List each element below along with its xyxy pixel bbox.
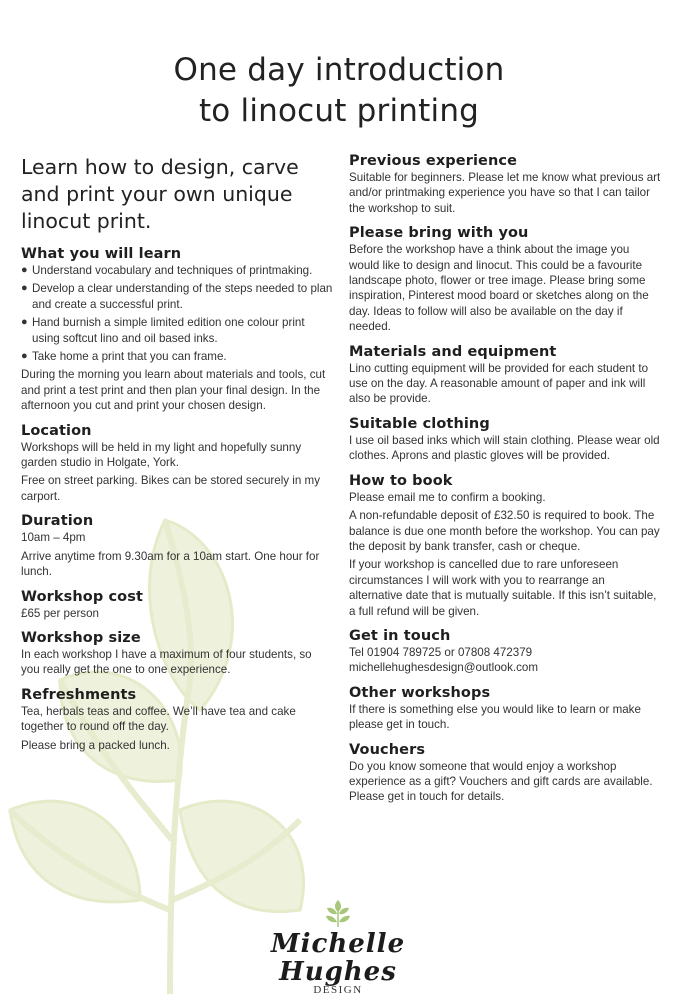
list-item-text: Understand vocabulary and techniques of printmaking. xyxy=(32,264,313,277)
experience-text: Suitable for beginners. Please let me know what previous art and/or printmaking experience you have so that I can tailor the workshop to suit. xyxy=(349,171,661,215)
vouchers-text: Do you know someone that would enjoy a workshop experience as a gift? Vouchers and gift cards are available. Please get in touch for details. xyxy=(349,759,653,804)
list-item xyxy=(21,263,333,278)
section-heading: Previous experience xyxy=(349,153,518,169)
section-heading: What you will learn xyxy=(21,246,182,262)
list-item-text: Hand burnish a simple limited edition one colour print using softcut lino and oil based inks. xyxy=(32,316,305,345)
section-other-workshops xyxy=(349,684,661,733)
section-heading: Refreshments xyxy=(21,686,137,703)
section-location xyxy=(21,422,333,505)
brand-logo xyxy=(238,898,438,996)
logo-subtitle: DESIGN xyxy=(313,984,363,996)
list-item xyxy=(21,315,333,346)
section-refreshments xyxy=(21,686,333,753)
section-previous-experience xyxy=(349,152,661,216)
section-heading: Please bring with you xyxy=(349,225,529,242)
clothing-text: I use oil based inks which will stain clothing. Please wear old clothes. Aprons and plastic gloves will be provided. xyxy=(349,433,660,463)
learn-paragraph: During the morning you learn about materials and tools, cut and print a test print and then plan your final design. In the afternoon you cut and print your chosen design. xyxy=(21,368,326,413)
section-heading: Suitable clothing xyxy=(349,415,490,432)
section-workshop-size xyxy=(21,629,333,678)
refreshments-text: Tea, herbals teas and coffee. We’ll have tea and cake together to round off the day. xyxy=(21,704,296,734)
section-heading: Materials and equipment xyxy=(349,343,557,360)
list-item xyxy=(21,349,333,364)
section-heading: Workshop cost xyxy=(21,588,143,605)
materials-text: Lino cutting equipment will be provided for each student to use on the day. A reasonable amount of paper and ink will also be provide. xyxy=(349,361,649,406)
location-text: Workshops will be held in my light and hopefully sunny garden studio in Holgate, York. xyxy=(21,440,302,470)
section-what-you-will-learn xyxy=(21,245,333,414)
book-text-2: A non-refundable deposit of £32.50 is required to book. The balance is due one month before the workshop. You can pay the deposit by bank transfer, cash or cheque. xyxy=(349,509,660,553)
bullet-icon: ● xyxy=(21,264,28,276)
list-item-text: Take home a print that you can frame. xyxy=(32,350,227,364)
section-heading: Location xyxy=(21,422,92,439)
section-heading: Duration xyxy=(21,513,94,530)
section-vouchers xyxy=(349,741,661,805)
duration-arrival: Arrive anytime from 9.30am for a 10am start. One hour for lunch. xyxy=(21,549,320,579)
list-item-text: Develop a clear understanding of the steps needed to plan and create a successful print. xyxy=(32,282,333,311)
bullet-icon: ● xyxy=(21,282,28,295)
section-heading: How to book xyxy=(349,472,453,489)
page-title xyxy=(0,50,678,132)
email-address[interactable]: michellehughesdesign@outlook.com xyxy=(349,661,539,675)
intro-text: Learn how to design, carve and print your own unique linocut print. xyxy=(21,155,299,233)
section-how-to-book xyxy=(349,472,661,619)
parking-text: Free on street parking. Bikes can be stored securely in my carport. xyxy=(21,474,320,503)
duration-hours: 10am – 4pm xyxy=(21,531,86,545)
section-get-in-touch xyxy=(349,627,661,676)
bullet-icon: ● xyxy=(21,350,28,363)
bullet-icon: ● xyxy=(21,316,28,329)
lunch-text: Please bring a packed lunch. xyxy=(21,738,170,752)
title-line-2: to linocut printing xyxy=(198,93,480,129)
bring-text: Before the workshop have a think about the image you would like to design and linocut. This could be a favourite landscape photo, flower or tree image. Please bring some inspiration, Pinterest mood board or sketches along on the day. Ideas to follow will also be available on the day if needed. xyxy=(349,243,649,334)
right-column xyxy=(349,152,661,813)
section-heading: Other workshops xyxy=(349,684,491,701)
phone-numbers: Tel 01904 789725 or 07808 472379 xyxy=(349,645,533,659)
section-materials xyxy=(349,343,661,407)
left-column xyxy=(21,150,333,761)
list-item xyxy=(21,281,333,312)
other-text: If there is something else you would like to learn or make please get in touch. xyxy=(349,702,641,732)
book-text-3: If your workshop is cancelled due to rare unforeseen circumstances I will work with you to rearrange an alternative date that is mutually suitable. If this isn’t suitable, a full refund will be given. xyxy=(349,558,657,618)
section-heading: Vouchers xyxy=(349,741,426,758)
logo-name: Michelle Hughes xyxy=(270,929,406,987)
cost-text: £65 per person xyxy=(21,606,99,620)
leaf-sprig-icon xyxy=(323,898,353,928)
section-duration xyxy=(21,512,333,579)
title-line-1: One day introduction xyxy=(173,52,505,88)
book-text-1: Please email me to confirm a booking. xyxy=(349,490,546,504)
section-please-bring xyxy=(349,224,661,334)
section-workshop-cost xyxy=(21,588,333,621)
section-heading: Workshop size xyxy=(21,629,141,646)
learn-bullet-list xyxy=(21,263,333,364)
section-heading: Get in touch xyxy=(349,627,451,644)
section-clothing xyxy=(349,415,661,464)
size-text: In each workshop I have a maximum of four students, so you really get the one to one experience. xyxy=(21,647,312,677)
